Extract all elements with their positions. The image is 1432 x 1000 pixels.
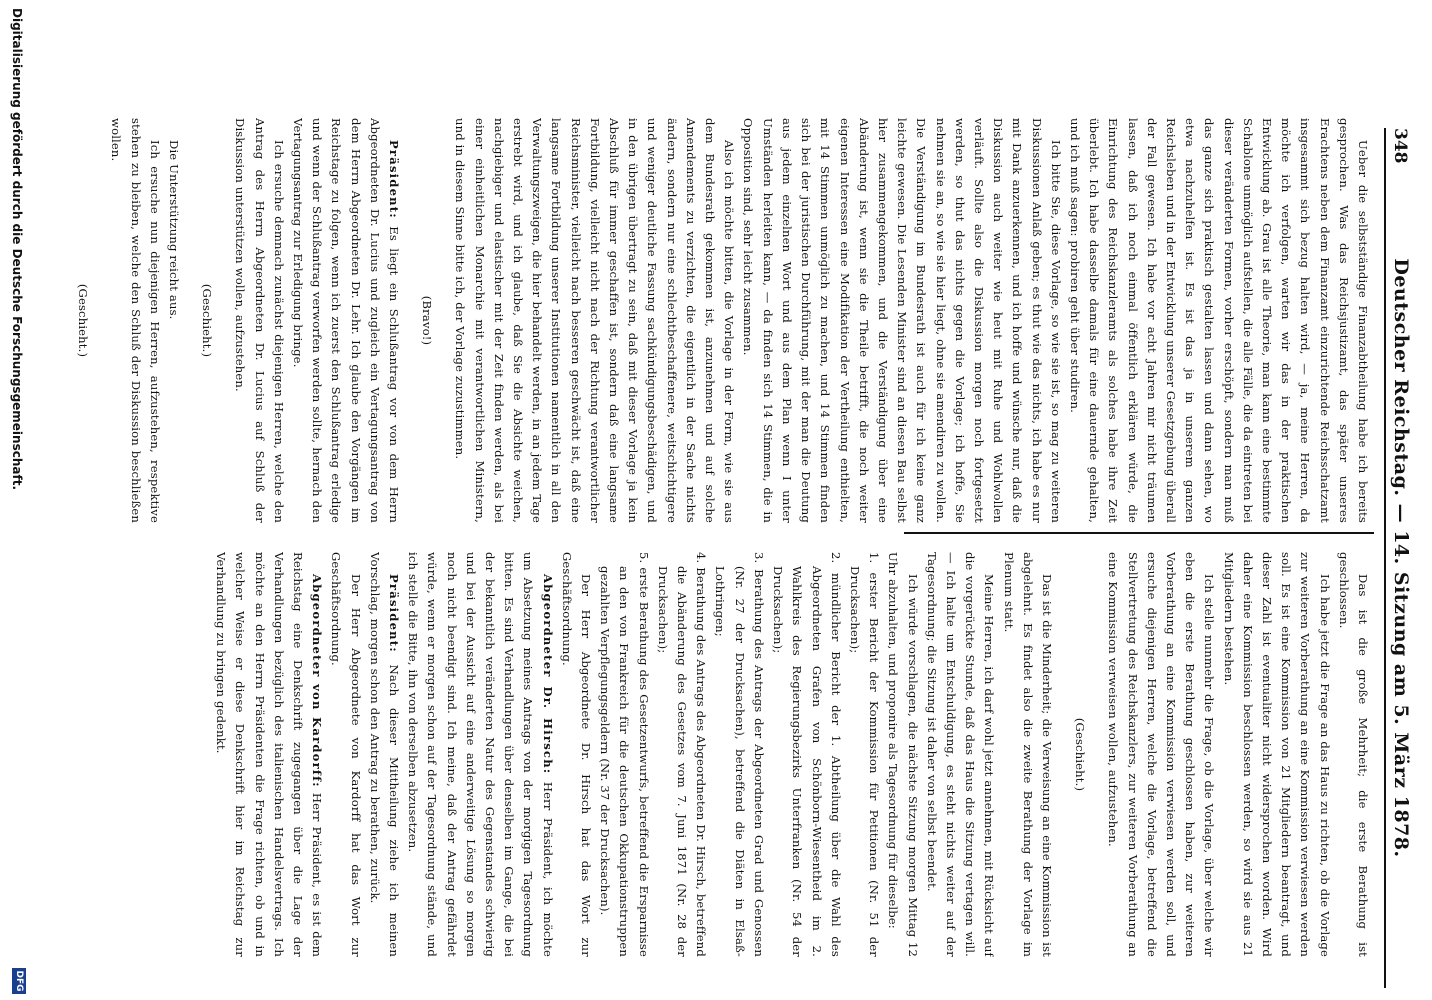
page-number: 348 [1390, 128, 1410, 164]
paragraph [211, 552, 326, 957]
paragraph [403, 552, 557, 957]
speaker-name: Abgeordneter von Kardorff: [310, 574, 325, 788]
speech-text: Es liegt ein Schlußantrag vor von dem Herrn Abgeordneten Dr. Lucius und zugleich ein Vertagungsantrag von dem Herrn Abgeordneten Dr. Lehr. Ich glaube den Vorgängen im Reichstage zu folgen, wenn ich zuerst den Schlußantrag erledige und wenn der Schlußantrag verworfen werden sollte, hernach den Vertagungsantrag zur Erledigung bringe. [291, 118, 402, 523]
paragraph: Ich stelle nunmehr die Frage, ob die Vorlage, über welche wir eben die erste Berathung geschlossen haben, zur weiteren Vorberathung an eine Kommission verwiesen werden soll, und ersuche diejenigen Herren, welche die Vorlage, betreffend die Stellvertretung des Reichskanzlers, zur weiteren Vorberathung an eine Kommission verweisen wollen, aufzustehen. [1106, 552, 1217, 957]
applause-note: (Bravo!) [420, 295, 435, 346]
speech-text: Herr Präsident, es ist dem Reichstag eine Denkschrift zugegangen über die Lage der Verhandlungen bezüglich des italienischen Handelsvertrags. Ich möchte an den Herrn Präsidenten die Frage richten, ob und in welcher Weise er diese Denkschrift hier im Reichstag zur Verhandlung zu bringen gedenkt. [214, 552, 325, 957]
speech-text: Herr Präsident, ich möchte um Absetzung meines Antrags von der morgigen Tagesordnung bitten. Es sind Verhandlungen über denselben im Gange, die bei der bekanntlich veränderten Natur des Gegenstandes schwierig und bei der Aussicht auf eine anderweitige Lösung so morgen noch nicht beendigt sind. Ich meine, daß der Antrag gefährdet würde, wenn er morgen schon auf der Tagesordnung stände, und ich stelle die Bitte, ihn von derselben abzusetzen. [406, 552, 555, 957]
paragraph: Der Herr Abgeordnete von Kardorff hat das Wort zur Geschäftsordnung. [329, 552, 363, 957]
agenda-item: 4. Berathung des Antrags des Abgeordneten Dr. Hirsch, betreffend die Abänderung des Gesetzes vom 7. Juni 1871 (Nr. 28 der Drucksachen); [655, 552, 709, 957]
funding-note: Digitalisierung gefördert durch die Deutsche Forschungsgemeinschaft. [10, 8, 24, 491]
left-column [59, 118, 1372, 523]
digitization-footer [4, 0, 30, 1000]
paragraph: Ich habe jetzt die Frage an das Haus zu richten, ob die Vorlage zur weiteren Vorberathung an eine Kommission verwiesen werden soll. Es ist eine Kommission von 21 Mitgliedern beantragt, und dieser Zahl ist eventualiter nicht widersprochen worden. Wird daher eine Kommission beschlossen werden, so wird sie aus 21 Mitgliedern bestehen. [1221, 552, 1332, 957]
paragraph: Also ich möchte bitten, die Vorlage in der Form, wie sie aus dem Bundesrath gekommen ist, anzunehmen und auf solche Amendements zu verzichten, die eigentlich in der Sache nichts ändern, sondern nur eine schlechtbeschaffenere, weitschichtigere und weniger deutliche Fassung sachkündigungsbeschädigen, und in den übrigen übertragt zu sein, daß mit dieser Vorlage ja kein Abschluß für immer geschaffen ist, sondern daß eine langsame Fortbildung, vielleicht nicht nach der Richtung verantwortlicher Reichsminister, vielleicht nach besseren geschwächt ist, daß eine langsame Fortbildung unserer Institutionen namentlich in all den Verwaltungszweigen, die hier behandelt werden, in an jedem Tage erstrebt wird, und ich glaube, daß Sie die Absichte weichen, nachgiebiger und elastischer mit der Zeit finden werden, als bei einer einheitlichen Monarchie mit verantwortlichen Ministern, und in diesem Sinne bitte ich, der Vorlage zuzustimmen. [453, 118, 737, 523]
applause-note: (Geschieht.) [1073, 717, 1088, 792]
applause-note: (Geschieht.) [200, 283, 215, 358]
paragraph: Ich bitte Sie, diese Vorlage, so wie sie ist, so mag zu weiteren Diskussionen Anlaß geben; es thut wie das nichts, ich habe es nur mit Dank anzuerkennen, und ich hoffe und wünsche nur, daß die Diskussion auch weiter wie heut mit Ruhe und Wohlwollen verläuft. Sollte also die Diskussion morgen noch fortgesetzt werden, so thut das nichts gegen die Vorlage; ich hoffe, Sie nehmen sie an, so wie sie hier liegt, ohne sie amendiren zu wollen. Die Verständigung im Bundesrath ist auch für ich keine ganz leichte gewesen. Die Lesenden Minister sind an diesen Bau selbst hier zusammengekommen, und die Verständigung über eine Abänderung ist, wenn sie die Theile betrifft, die noch weiter eigenen Interessen eine Modifikation der Vertheilung enthielten, mit 14 Stimmen unmöglich zu machen, und 14 Stimmen finden sich bei der juristischen Durchführung, mit der man die Deutung aus jedem einzelnen Wort und aus dem Plan wenn I unter Umständen herleiten kann, — da finden sich 14 Stimmen, die in Opposition sind, sehr leicht zusammen. [741, 118, 1063, 523]
paragraph: Meine Herren, ich darf wohl jetzt annehmen, mit Rücksicht auf die vorgerückte Stunde, daß das Haus die Sitzung vertagen will. — Ich halte um Entschuldigung, es steht nichts weiter auf der Tagesordnung; die Sitzung ist daher von selbst beendet. [924, 552, 997, 957]
paragraph [288, 118, 403, 523]
paragraph: Die Unterstützung reicht aus. [167, 140, 182, 320]
dfg-logo-icon: DFG [12, 968, 26, 994]
speaker-name: Präsident: [387, 140, 402, 219]
paragraph: Ich ersuche nun diejenigen Herren, aufzustehen, respektive stehen zu bleiben, welche den Schluß der Diskussion beschließen wollen. [109, 118, 162, 523]
speech-text: Nach dieser Mittheilung ziehe ich meinen Vorschlag, morgen schon den Antrag zu berathen, zurück. [367, 552, 402, 957]
paragraph: Das ist die große Mehrheit; die erste Berathung ist geschlossen. [1336, 552, 1370, 957]
applause-note: (Geschieht.) [76, 283, 91, 358]
speaker-name: Abgeordneter Dr. Hirsch: [540, 574, 555, 775]
speaker-name: Präsident: [387, 574, 402, 653]
page-header [1384, 128, 1412, 988]
paragraph: Ich ersuche demnach zunächst diejenigen Herren, welche den Antrag des Herrn Abgeordneten Dr. Lucius auf Schluß der Diskussion unterstützen wollen, aufzustehen. [233, 118, 286, 523]
paragraph: Das ist die Minderheit; die Verweisung an eine Kommission ist abgelehnt. Es findet also die zweite Berathung der Vorlage im Plenum statt. [1001, 552, 1054, 957]
running-title: Deutscher Reichstag. — 14. Sitzung am 5. März 1878. [1390, 258, 1412, 858]
agenda-item: 5. erste Berathung des Gesetzentwurfs, betreffend die Ersparnisse an den von Frankreich für die deutschen Okkupationstruppen gezahlten Verpflegungsgeldern (Nr. 37 der Drucksachen). [598, 552, 651, 957]
paragraph: Ich würde vorschlagen, die nächste Sitzung morgen Mittag 12 Uhr abzuhalten, und proponire als Tagesordnung für dieselbe: [886, 552, 920, 957]
paragraph: Ueber die selbstständige Finanzabtheilung habe ich bereits gesprochen. Was das Reichsjustizamt, das später unseres Erachtens neben dem Finanzamt einzurichtende Reichsschatzamt insgesammt sich bezug halten wird, — ja, meine Herren, da möchte ich verfolgen, warten wir das in der praktischen Entwicklung ab. Grau ist alle Theorie, man kann eine bestimmte Schablone unmöglich aufstellen, die alle Fälle, die da eintreten bei dieser veränderten Formen, vorher erschöpft, sondern man muß das ganze sich praktisch gestalten lassen und dann sehen, wo etwa nachzuhelfen ist. Es ist das ja in unserem ganzen Reichsleben und in der Entwicklung unserer Gesetzgebung überall der Fall gewesen. Ich habe vor acht Jahren mir nicht träumen lassen, daß ich noch einmal öffentlich erklären würde, die Einrichtung des Reichskanzleramts als solches habe ihre Zeit überlebt. Ich habe dasselbe damals für eine dauernde gehalten, und ich muß sagen: probiren geht über studiren. [1067, 118, 1370, 523]
paragraph [365, 552, 403, 957]
column-divider [904, 532, 1374, 534]
agenda-item: 1. erster Bericht der Kommission für Petitionen (Nr. 51 der Drucksachen); [847, 552, 882, 957]
paragraph: Der Herr Abgeordnete Dr. Hirsch hat das Wort zur Geschäftsordnung. [559, 552, 594, 957]
right-column [211, 552, 1372, 957]
agenda-item: 3. Berathung des Antrags der Abgeordneten Grad und Genossen (Nr. 27 der Drucksachen), betreffend die Diäten in Elsaß-Lothringen; [713, 552, 766, 957]
agenda-item: 2. mündlicher Bericht der 1. Abtheilung über die Wahl des Abgeordneten Grafen von Schönborn-Wiesentheid im 2. Wahlkreis des Regierungsbezirks Unterfranken (Nr. 54 der Drucksachen); [771, 552, 843, 957]
